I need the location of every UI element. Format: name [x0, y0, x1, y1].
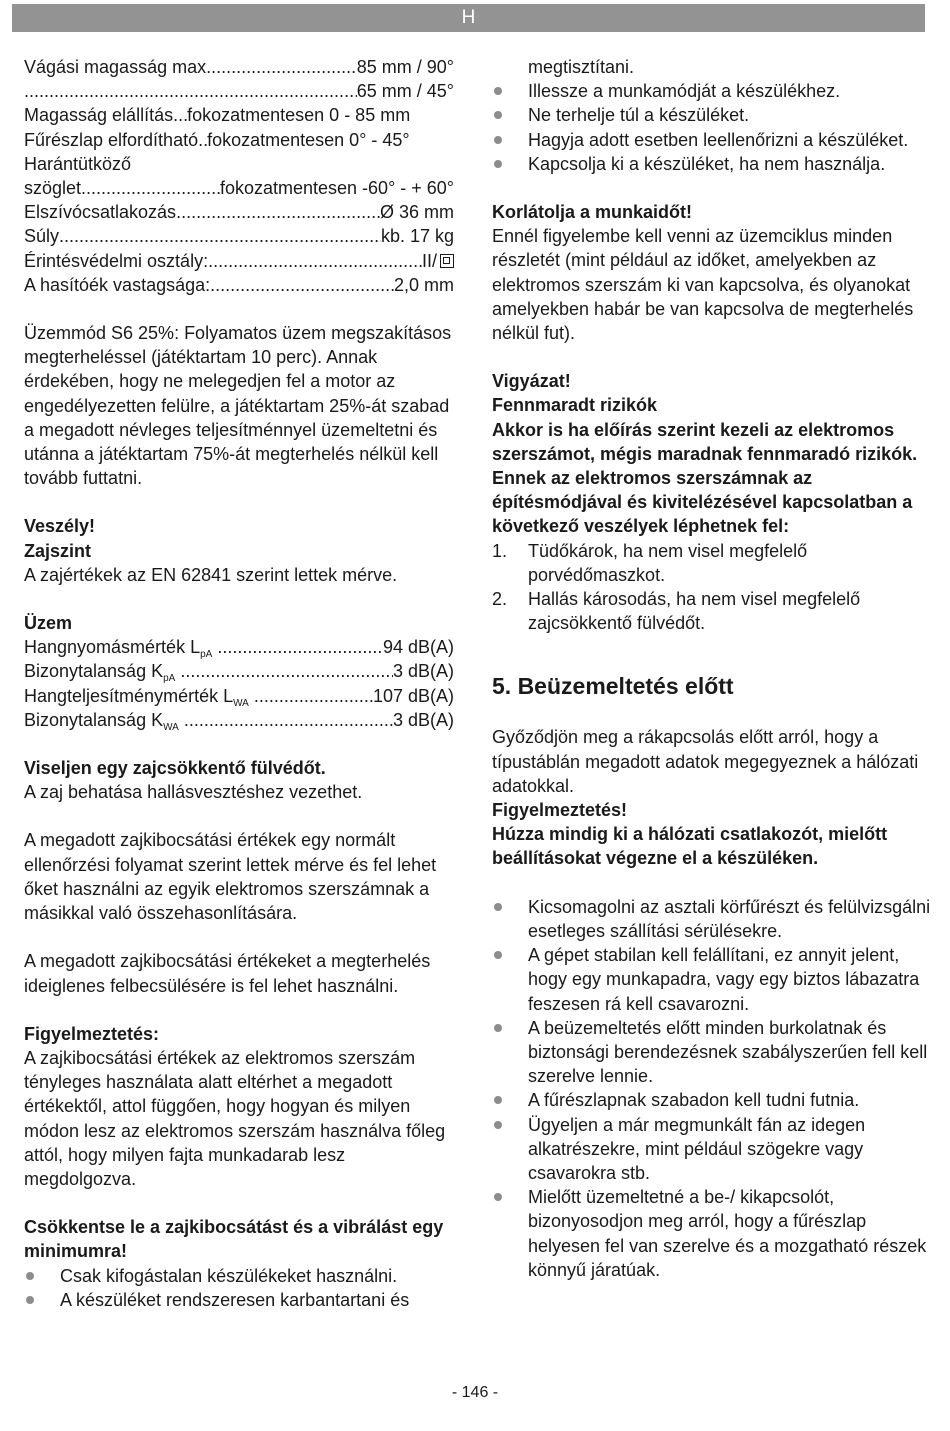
limit-worktime-heading: Korlátolja a munkaidőt! [492, 202, 693, 223]
bullet-icon [494, 903, 502, 911]
ear-protection-text: A zaj behatása hallásvesztéshez vezethet. [24, 782, 363, 803]
list-item: Hagyja adott esetben leellenőrizni a készüléket. [492, 128, 932, 152]
language-header-bar [12, 4, 925, 32]
noise-spec-row: Hangnyomásmérték $L_{pA}$ ..... 94 dB(A) [24, 635, 454, 659]
emission-paragraph-1: A megadott zajkibocsátási értékek egy normált ellenőrzési folyamat szerint lettek mérve és fel lehet őket használni az egyik elektromos szerszámnak a másikkal való összehasonlítására. [24, 830, 437, 924]
list-item: 1. Tüdőkárok, ha nem visel megfelelő porvédőmaszkot. [492, 540, 808, 585]
spec-row: A hasítóék vastagsága: ..... 2,0 mm [24, 273, 454, 297]
noise-spec-row: Bizonytalanság $K_{WA}$ ..... 3 dB(A) [24, 708, 454, 732]
spec-row: Vágási magasság max. ..... 85 mm / 90° [24, 55, 454, 79]
list-item: Illessze a munkamódját a készülékhez. [492, 79, 932, 103]
spec-row: Súly ..... kb. 17 kg [24, 224, 454, 248]
reduce-heading: Csökkentse le a zajkibocsátást és a vibrálást egy minimumra! [24, 1217, 444, 1262]
section-warning-text: Húzza mindig ki a hálózati csatlakozót, mielőtt beállításokat végezne el a készüléken. [492, 824, 888, 869]
bullet-icon [494, 87, 502, 95]
bullet-icon [26, 1272, 34, 1280]
spec-row: szöglet ..... fokozatmentesen -60° - + 60° [24, 176, 454, 200]
list-item: A gépet stabilan kell felállítani, ez annyit jelent, hogy egy munkapadra, vagy egy biztos lábazatra feszesen rá kell csavarozni. [492, 943, 932, 1016]
list-item: 2. Hallás károsodás, ha nem visel megfelelő zajcsökkentő fülvédőt. [492, 589, 861, 634]
warning-text: A zajkibocsátási értékek az elektromos szerszám tényleges használata alatt eltérhet a megadott értékektől, attol függően, hogy hogyan és milyen módon lesz az elektromos szerszám használva főleg attól, hogy milyen fajta munkadarab lesz megdolgozva. [24, 1047, 446, 1189]
operation-heading: Üzem [24, 613, 73, 634]
spec-row: Elszívócsatlakozás ..... Ø 36 mm [24, 200, 454, 224]
bullet-icon [494, 136, 502, 144]
list-item: Mielőtt üzemeltetné a be-/ kikapcsolót, bizonyosodjon meg arról, hogy a fűrészlap helyesen fel van szerelve és a mozgatható részek könnyű járatúak. [492, 1185, 932, 1282]
bullet-icon [494, 1096, 502, 1104]
list-item: A készüléket rendszeresen karbantartani és [24, 1288, 454, 1312]
spec-row: Fűrészlap elfordítható ..... fokozatmentesen 0° - 45° [24, 128, 454, 152]
section-intro: Győződjön meg a rákapcsolás előtt arról, hogy a típustáblán megadott adatok megegyeznek a hálózati adatokkal. [492, 727, 919, 796]
limit-worktime-text: Ennél figyelembe kell venni az üzemciklus minden részletét (mint például az időket, amelyekben az elektromos szerszám ki van kapcsolva, és olyanokat amelyekben habár be van kapcsolva de megterhelés nélkül fut). [492, 226, 914, 344]
left-column [24, 55, 454, 1312]
caution-heading: Vigyázat! [492, 371, 571, 392]
ear-protection-heading: Viseljen egy zajcsökkentő fülvédőt. [24, 758, 326, 779]
bullet-icon [494, 951, 502, 959]
list-item: A beüzemeltetés előtt minden burkolatnak és biztonsági berendezésnek szabályszerűen fell kell szerelve lennie. [492, 1016, 932, 1089]
warning-heading: Figyelmeztetés: [24, 1023, 160, 1044]
noise-text: A zajértékek az EN 62841 szerint lettek mérve. [24, 564, 398, 585]
bullet-icon [26, 1296, 34, 1304]
list-item: A fűrészlapnak szabadon kell tudni futnia. [492, 1088, 932, 1112]
noise-specs [24, 635, 454, 732]
page-number: - 146 - [451, 1384, 499, 1401]
emission-paragraph-2: A megadott zajkibocsátási értékeket a megterhelés ideiglenes felbecsülésére is fel lehet használni. [24, 951, 431, 996]
spec-row: Érintésvédelmi osztály: ..... II/ [24, 249, 454, 273]
list-item: Csak kifogástalan készülékeket használni. [24, 1264, 454, 1288]
operating-mode-paragraph: Üzemmód S6 25%: Folyamatos üzem megszakításos megterheléssel (játéktartam 10 perc). Annak érdekében, hogy ne melegedjen fel a motor az engedélyezetten felülre, a játéktartam 25%-át szabad a megadott névleges teljesítménnyel üzemeltetni és utánna a játéktartam 75%-át megterhelés nélkül kell tovább futtatni. [24, 323, 452, 489]
list-item: Kicsomagolni az asztali körfűrészt és felülvizsgálni esetleges szállítási sérülésekre. [492, 895, 932, 943]
top-bullet-list [492, 79, 932, 176]
right-column [492, 55, 932, 1282]
section-bullet-list [492, 895, 932, 1282]
list-item: Kapcsolja ki a készüléket, ha nem használja. [492, 152, 932, 176]
list-item: Ne terhelje túl a készüléket. [492, 103, 932, 127]
bullet-icon [494, 1193, 502, 1201]
continued-text: megtisztítani. [528, 57, 635, 77]
bullet-icon [494, 1121, 502, 1129]
residual-risks-text: Akkor is ha előírás szerint kezeli az elektromos szerszámot, mégis maradnak fennmaradó rizikók. Ennek az elektromos szerszámnak az építésmódjával és kivitelézésével kapcsolatban a következő veszélyek léphetnek fel: [492, 419, 918, 537]
list-item: Ügyeljen a már megmunkált fán az idegen alkatrészekre, mint például szögekre vagy csavarokra stb. [492, 1113, 932, 1186]
language-code: H [461, 7, 476, 28]
noise-spec-row: Bizonytalanság $K_{pA}$ ..... 3 dB(A) [24, 659, 454, 683]
spec-row: Harántütköző [24, 153, 132, 174]
bullet-icon [494, 160, 502, 168]
technical-specs [24, 55, 454, 297]
bullet-icon [494, 1024, 502, 1032]
spec-row: Magasság elállítás ..... fokozatmentesen 0 - 85 mm [24, 103, 454, 127]
protection-class-ii-icon [440, 254, 454, 268]
spec-row: ..... 65 mm / 45° [24, 79, 454, 103]
section-title: 5. Beüzemeltetés előtt [492, 673, 734, 700]
danger-heading: Veszély! [24, 516, 96, 537]
noise-heading: Zajszint [24, 540, 92, 561]
residual-risks-heading: Fennmaradt rizikók [492, 395, 658, 416]
reduce-bullet-list [24, 1264, 454, 1312]
bullet-icon [494, 111, 502, 119]
section-warning-heading: Figyelmeztetés! [492, 800, 628, 821]
risk-list [492, 539, 932, 636]
noise-spec-row: Hangteljesítménymérték $L_{WA}$ ..... 107 dB(A) [24, 684, 454, 708]
